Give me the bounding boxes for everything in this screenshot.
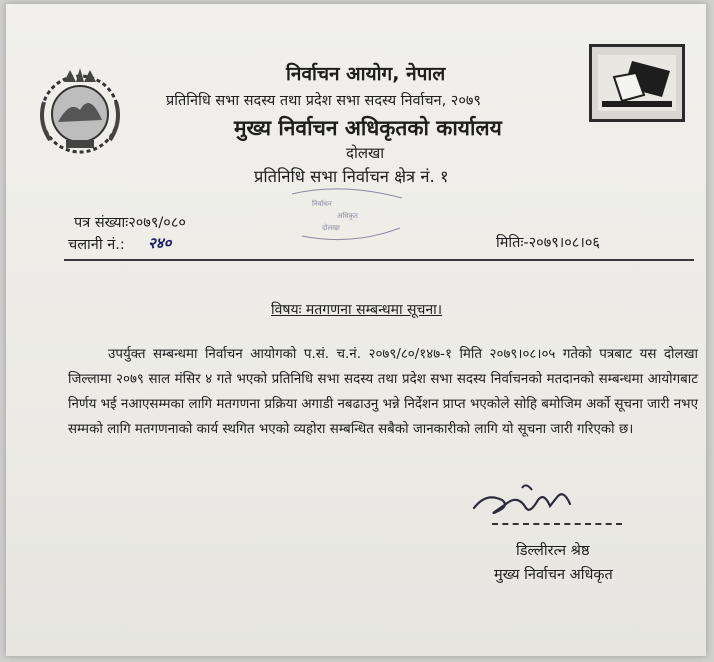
office-title: मुख्य निर्वाचन अधिकृतको कार्यालय [234,116,502,140]
constituency-name: प्रतिनिधि सभा निर्वाचन क्षेत्र नं. १ [254,167,449,186]
stamp-text-line-2: अधिकृत [337,212,358,220]
dispatch-label: चलानी नं.: [68,237,125,253]
signatory-title: मुख्य निर्वाचन अधिकृत [494,567,613,583]
notice-document [6,4,706,656]
subject-line: विषयः मतगणना सम्बन्धमा सूचना। [271,302,443,318]
stamp-text-line-3: दोलखा [322,224,340,232]
handwritten-signature [466,482,606,522]
signature-line [492,523,622,525]
signatory-name: डिल्लीरत्न श्रेष्ठ [516,543,590,559]
office-stamp [282,184,412,244]
district-name: दोलखा [346,144,385,162]
election-commission-logo [589,44,685,122]
stamp-text-line-1: निर्वाचन [312,200,332,208]
document-date: मितिः-२०७९।०८।०६ [496,235,600,251]
header-divider [64,259,694,261]
reference-number: पत्र संख्याः२०७९/०८० [74,215,186,231]
notice-body: उपर्युक्त सम्बन्धमा निर्वाचन आयोगको प.सं. च.नं. २०७९/८०/१४७-१ मिति २०७९।०८।०५ गतेको पत्रबाट यस दोलखा जिल्लामा २०७९ साल मंसिर ४ गते भएको प्रतिनिधि सभा सदस्य तथा प्रदेश सभा सदस्य निर्वाचनको मतदानको सम्बन्धमा आयोगबाट निर्णय भई नआएसम्मका लागि मतगणना प्रक्रिया अगाडी नबढाउनु भन्ने निर्देशन प्राप्त भएकोले सोहि बमोजिम अर्को सूचना जारी नभए सम्मको लागि मतगणनाको कार्य स्थगित भएको व्यहोरा सम्बन्धित सबैको जानकारीको लागि यो सूचना जारी गरिएको छ। [68,347,698,437]
election-title: प्रतिनिधि सभा सदस्य तथा प्रदेश सभा सदस्य निर्वाचन, २०७९ [166,93,481,109]
dispatch-number: २४० [148,234,172,252]
election-commission-flag-icon [592,47,682,119]
nepal-emblem-icon [30,62,130,162]
organization-name: निर्वाचन आयोग, नेपाल [286,63,446,85]
